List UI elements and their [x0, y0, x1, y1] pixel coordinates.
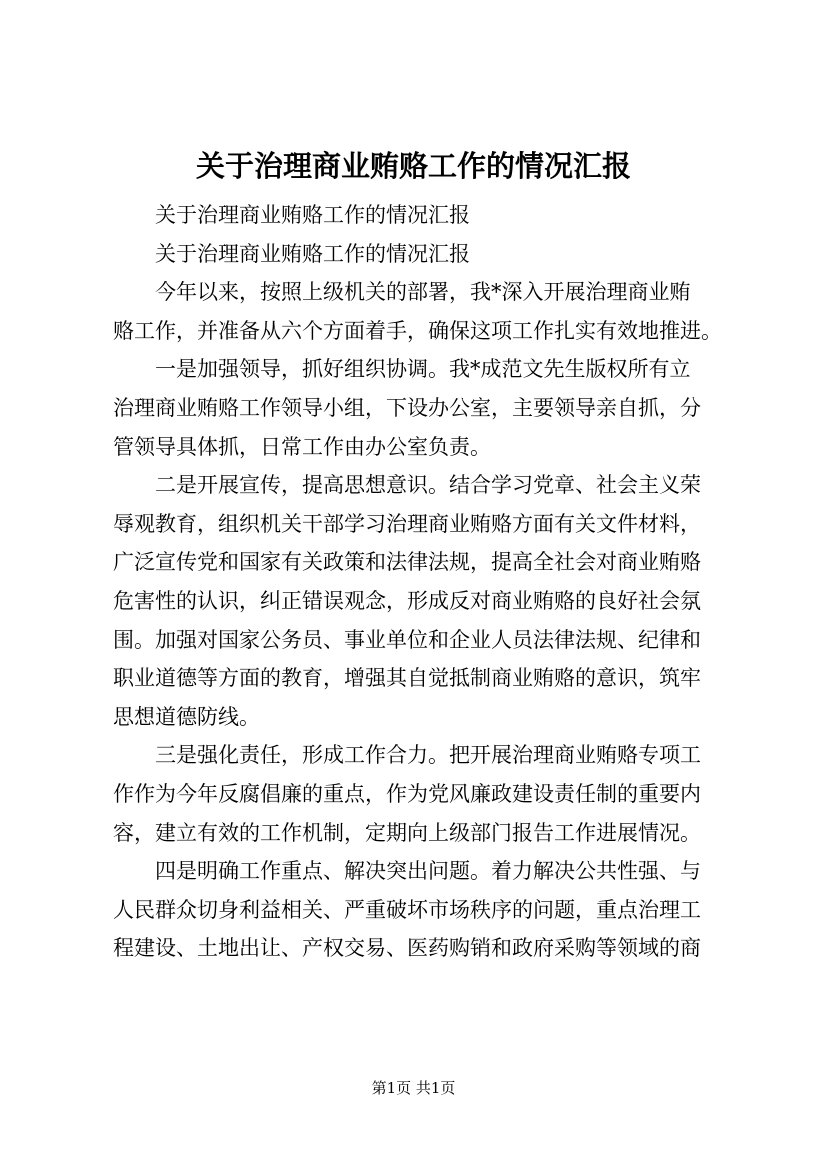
text-line: 人民群众切身利益相关、严重破坏市场秩序的问题，重点治理工: [113, 897, 701, 922]
text-line: 危害性的认识，纠正错误观念，形成反对商业贿赂的良好社会氛: [113, 588, 701, 613]
text-line: 一是加强领导，抓好组织协调。我*成范文先生版权所有立: [155, 357, 691, 382]
text-line: 思想道德防线。: [113, 704, 260, 729]
text-line: 管领导具体抓，日常工作由办公室负责。: [113, 434, 491, 459]
text-line: 今年以来，按照上级机关的部署，我*深入开展治理商业贿: [155, 280, 691, 305]
text-line: 广泛宣传党和国家有关政策和法律法规，提高全社会对商业贿赂: [113, 550, 701, 575]
text-line: 赂工作，并准备从六个方面着手，确保这项工作扎实有效地推进。: [113, 318, 722, 343]
text-line: 职业道德等方面的教育，增强其自觉抵制商业贿赂的意识，筑牢: [113, 666, 701, 691]
text-line: 辱观教育，组织机关干部学习治理商业贿赂方面有关文件材料，: [113, 511, 701, 536]
document-body: [113, 196, 733, 968]
text-line: 治理商业贿赂工作领导小组，下设办公室，主要领导亲自抓，分: [113, 395, 701, 420]
document-title: 关于治理商业贿赂工作的情况汇报: [195, 149, 631, 183]
text-line: 关于治理商业贿赂工作的情况汇报: [155, 241, 470, 266]
page-footer: 第1页 共1页: [371, 1079, 456, 1097]
text-line: 容，建立有效的工作机制，定期向上级部门报告工作进展情况。: [113, 820, 701, 845]
text-line: 围。加强对国家公务员、事业单位和企业人员法律法规、纪律和: [113, 627, 701, 652]
text-line: 四是明确工作重点、解决突出问题。着力解决公共性强、与: [155, 859, 701, 884]
text-line: 关于治理商业贿赂工作的情况汇报: [155, 203, 470, 227]
text-line: 作作为今年反腐倡廉的重点，作为党风廉政建设责任制的重要内: [113, 781, 701, 806]
text-line: 二是开展宣传，提高思想意识。结合学习党章、社会主义荣: [155, 473, 701, 498]
text-line: 三是强化责任，形成工作合力。把开展治理商业贿赂专项工: [155, 743, 701, 768]
text-line: 程建设、土地出让、产权交易、医药购销和政府采购等领域的商: [113, 936, 701, 961]
